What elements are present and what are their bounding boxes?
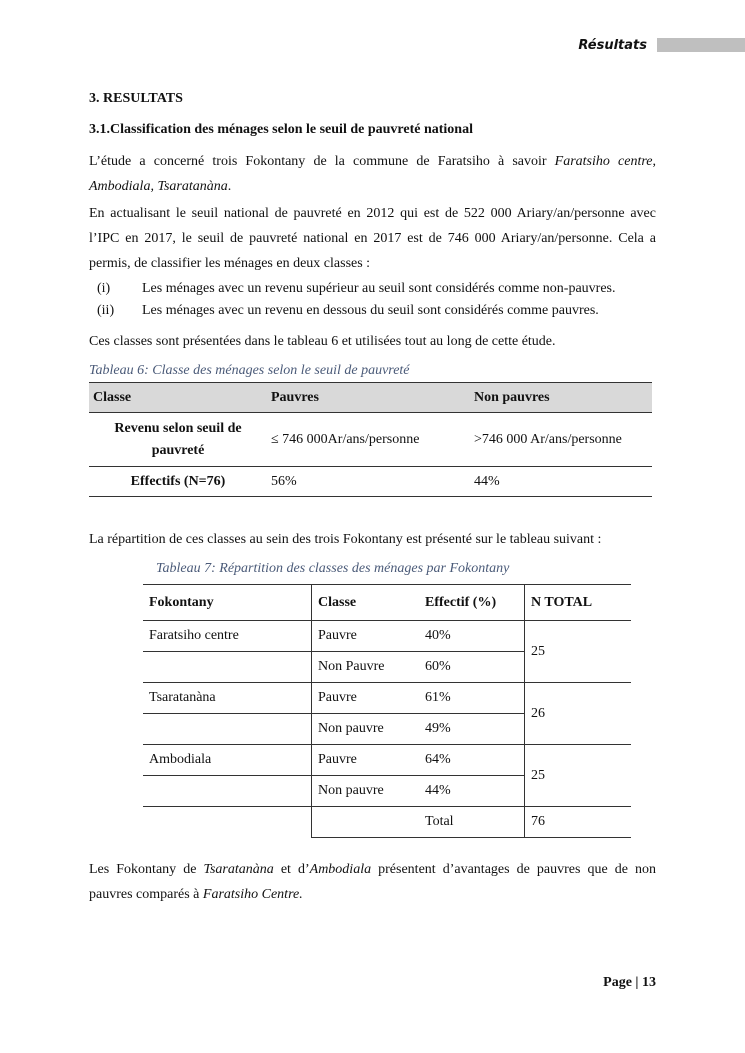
table6-cell: 44% (470, 467, 652, 497)
table7-cell (143, 652, 312, 683)
table6-cell: 56% (267, 467, 470, 497)
table7-header: Classe (312, 585, 420, 621)
table6-header: Classe (89, 383, 267, 413)
table7-total: 25 (525, 745, 632, 807)
table7-total-label: Total (419, 807, 525, 838)
table6-header: Pauvres (267, 383, 470, 413)
table7-total: 25 (525, 621, 632, 683)
paragraph-repartition: La répartition de ces classes au sein des trois Fokontany est présenté sur le tableau suivant : (89, 532, 602, 547)
list-item: (ii) Les ménages avec un revenu en dessous du seuil sont considérés comme pauvres. (97, 303, 599, 318)
paragraph-intro: L’étude a concerné trois Fokontany de la commune de Faratsiho à savoir Faratsiho centre, Ambodiala, Tsaratanàna. (89, 154, 656, 194)
table7-caption: Tableau 7: Répartition des classes des ménages par Fokontany (156, 561, 510, 576)
table6-cell: >746 000 Ar/ans/personne (470, 413, 652, 467)
table7-cell: 60% (419, 652, 525, 683)
table7-cell (312, 807, 420, 838)
table7-cell: 44% (419, 776, 525, 807)
table7-header: N TOTAL (525, 585, 632, 621)
table7-cell: 49% (419, 714, 525, 745)
header-section-title: Résultats (578, 38, 647, 53)
table6-cell: Effectifs (N=76) (89, 467, 267, 497)
paragraph-conclusion: Les Fokontany de Tsaratanàna et d’Ambodiala présentent d’avantages de pauvres que de non pauvres comparés à Faratsiho Centre. (89, 862, 656, 902)
table7-fokontany: Tsaratanàna (143, 683, 312, 714)
paragraph-classes: Ces classes sont présentées dans le tableau 6 et utilisées tout au long de cette étude. (89, 334, 556, 349)
page-number: Page | 13 (603, 975, 656, 990)
table7-cell: Non pauvre (312, 776, 420, 807)
table7-cell: Pauvre (312, 621, 420, 652)
table7-cell: 61% (419, 683, 525, 714)
table7-fokontany: Ambodiala (143, 745, 312, 776)
table6-header: Non pauvres (470, 383, 652, 413)
table6-caption: Tableau 6: Classe des ménages selon le seuil de pauvreté (89, 363, 410, 378)
table7-cell: Non Pauvre (312, 652, 420, 683)
table-6 (89, 382, 652, 497)
paragraph-seuil: En actualisant le seuil national de pauvreté en 2012 qui est de 522 000 Ariary/an/personne avec l’IPC en 2017, le seuil de pauvreté national en 2017 est de 746 000 Ariary/an/personne. Cela a permis, de classifier les ménages en deux classes : (89, 206, 656, 271)
table7-fokontany: Faratsiho centre (143, 621, 312, 652)
table7-total: 26 (525, 683, 632, 745)
table7-cell: Non pauvre (312, 714, 420, 745)
header-bar (657, 38, 745, 52)
list-item: (i) Les ménages avec un revenu supérieur au seuil sont considérés comme non-pauvres. (97, 281, 616, 296)
table7-cell: Pauvre (312, 683, 420, 714)
table7-cell: 40% (419, 621, 525, 652)
table6-cell: Revenu selon seuil de pauvreté (89, 413, 267, 467)
table7-header: Effectif (%) (419, 585, 525, 621)
heading-classification: 3.1.Classification des ménages selon le seuil de pauvreté national (89, 122, 473, 137)
heading-resultats: 3. RESULTATS (89, 91, 183, 106)
table7-cell (143, 776, 312, 807)
table7-cell: 64% (419, 745, 525, 776)
table6-cell: ≤ 746 000Ar/ans/personne (267, 413, 470, 467)
table7-cell: Pauvre (312, 745, 420, 776)
table7-cell (143, 714, 312, 745)
table7-header: Fokontany (143, 585, 312, 621)
table-7 (143, 584, 631, 838)
table7-cell (143, 807, 312, 838)
table7-total-value: 76 (525, 807, 632, 838)
